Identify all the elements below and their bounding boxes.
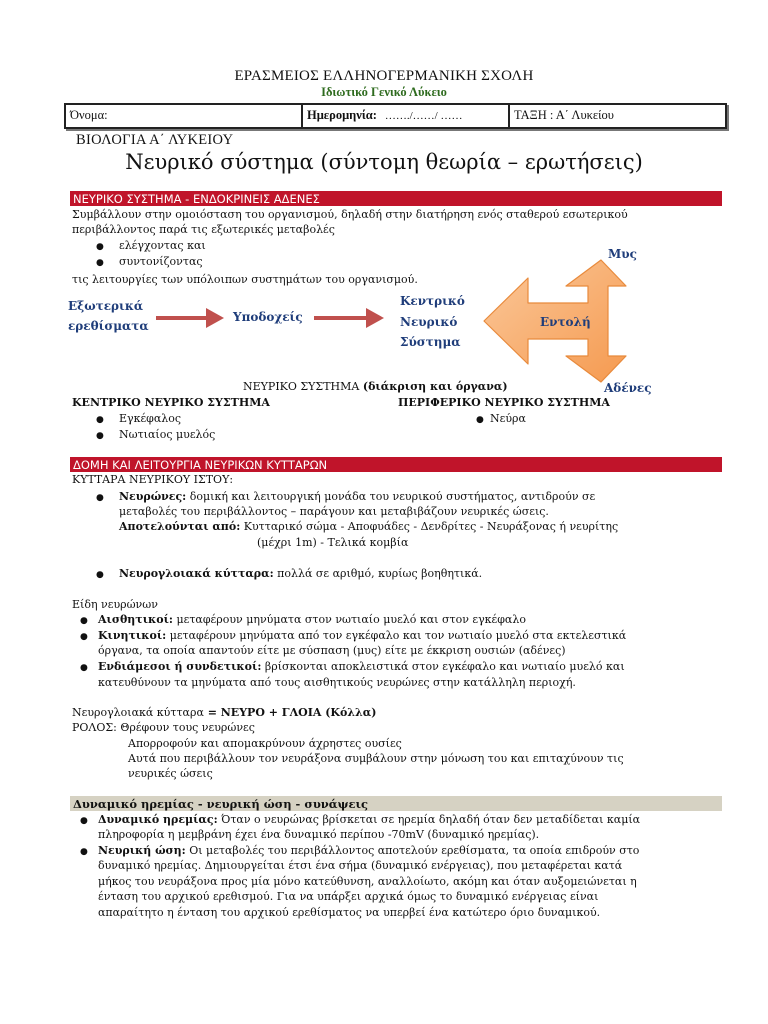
diagram-label-external-2: ερεθίσματα — [68, 319, 149, 333]
inter-line-1 — [98, 659, 625, 674]
intro-line-3: τις λειτουργίες των υπόλοιπων συστημάτων του οργανισμού. — [72, 273, 418, 286]
impulse-line-1 — [98, 843, 639, 858]
diagram-label-cns-1: Κεντρικό — [400, 294, 465, 308]
cells-title: ΚΥΤΤΑΡΑ ΝΕΥΡΙΚΟΥ ΙΣΤΟΥ: — [72, 473, 234, 486]
arrow-head — [206, 308, 224, 328]
rest-line-1 — [98, 812, 640, 827]
consist-term: Αποτελούνται από: — [119, 520, 241, 533]
neurons-line-2: μεταβολές του περιβάλλοντος – παράγουν και μεταβιβάζουν νευρικές ώσεις. — [119, 505, 549, 518]
school-name: ΕΡΑΣΜΕΙΟΣ ΕΛΛΗΝΟΓΕΡΜΑΝΙΚΗ ΣΧΟΛΗ — [234, 68, 534, 84]
ns-division-heading-a: ΝΕΥΡΙΚΟ ΣΥΣΤΗΜΑ — [243, 380, 363, 393]
page-title: Νευρικό σύστημα (σύντομη θεωρία – ερωτήσεις) — [125, 150, 643, 174]
inter-line-2: κατευθύνουν τα μηνύματα από τους αισθητικούς νευρώνες στην κατάλληλη περιοχή. — [98, 676, 576, 689]
ns-division-heading — [243, 379, 508, 394]
diagram-label-cns-2: Νευρικό — [400, 315, 458, 329]
student-info-bar — [64, 103, 727, 129]
motor-line-2: όργανα, τα οποία απαντούν είτε με σύσπαση (μυς) είτε με έκκριση ουσιών (αδένες) — [98, 644, 566, 657]
neuron-types-title: Είδη νευρώνων — [72, 598, 158, 611]
bullet-icon: ● — [96, 242, 104, 252]
sensory-text: μεταφέρουν μηνύματα στον νωτιαίο μυελό και στον εγκέφαλο — [173, 613, 526, 626]
list-item: συντονίζοντας — [119, 255, 203, 268]
motor-text: μεταφέρουν μηνύματα από τον εγκέφαλο και τον νωτιαίο μυελό στα εκτελεστικά — [166, 629, 627, 642]
glia-def-text: = ΝΕΥΡΟ + ΓΛΟΙΑ (Κόλλα) — [203, 706, 377, 719]
bullet-icon: ● — [80, 616, 88, 626]
bullet-icon: ● — [96, 258, 104, 268]
section-heading-neural-cells: ΔΟΜΗ ΚΑΙ ΛΕΙΤΟΥΡΓΙΑ ΝΕΥΡΙΚΩΝ ΚΥΤΤΑΡΩΝ — [70, 457, 722, 472]
glia-line — [119, 566, 482, 581]
consist-line-2: (μέχρι 1m) - Τελικά κομβία — [257, 536, 409, 549]
rest-line-2: πληροφορία η μεμβράνη έχει ένα δυναμικό περίπου -70mV (δυναμικό ηρεμίας). — [98, 828, 540, 841]
school-subtitle: Ιδιωτικό Γενικό Λύκειο — [321, 85, 447, 99]
diagram-label-glands: Αδένες — [604, 381, 652, 395]
impulse-text: Οι μεταβολές του περιβάλλοντος αποτελούν ερεθίσματα, τα οποία επιδρούν στο — [185, 844, 640, 857]
inter-term: Ενδιάμεσοι ή συνδετικοί: — [98, 660, 262, 673]
bullet-icon: ● — [96, 570, 104, 580]
arrow-right-icon — [310, 296, 390, 336]
glia-definition — [72, 705, 376, 720]
neurons-text: δομική και λειτουργική μονάδα του νευρικού συστήματος, αντιδρούν σε — [186, 490, 596, 503]
bullet-icon: ● — [96, 493, 104, 503]
ns-division-heading-b: (διάκριση και όργανα) — [362, 380, 508, 393]
impulse-line-4: ένταση του αρχικού ερεθισμού. Για να υπάρξει αρχικά όμως το δυναμικό ενέργειας είναι — [98, 890, 599, 903]
role-text: Θρέφουν τους νευρώνες — [120, 721, 255, 734]
bullet-icon: ● — [80, 632, 88, 642]
diagram-label-cns-3: Σύστημα — [400, 335, 461, 349]
diagram-label-receptors: Υποδοχείς — [233, 310, 303, 324]
class-label: ΤΑΞΗ : Α΄ Λυκείου — [514, 108, 614, 122]
neurons-line-1 — [119, 489, 595, 504]
class-field — [510, 105, 725, 127]
bullet-icon: ● — [80, 663, 88, 673]
diagram-label-command: Εντολή — [540, 315, 591, 329]
inter-text: βρίσκονται αποκλειστικά στον εγκέφαλο και νωτιαίο μυελό και — [261, 660, 625, 673]
role-label: ΡΟΛΟΣ: — [72, 721, 121, 734]
glia-text: πολλά σε αριθμό, κυρίως βοηθητικά. — [273, 567, 483, 580]
intro-line-2: περιβάλλοντος παρά τις εξωτερικές μεταβολές — [72, 223, 335, 236]
subject-heading: ΒΙΟΛΟΓΙΑ Α΄ ΛΥΚΕΙΟΥ — [76, 132, 234, 148]
intro-line-1: Συμβάλλουν στην ομοιόσταση του οργανισμού, δηλαδή στην διατήρηση ενός σταθερού εσωτερικού — [72, 208, 628, 221]
bullet-icon: ● — [80, 847, 88, 857]
diagram-label-external-1: Εξωτερικά — [68, 299, 144, 313]
motor-line-1 — [98, 628, 626, 643]
section-heading-nervous-endocrine: ΝΕΥΡΙΚΟ ΣΥΣΤΗΜΑ - ΕΝΔΟΚΡΙΝΕΙΣ ΑΔΕΝΕΣ — [70, 191, 722, 206]
name-field[interactable] — [66, 105, 303, 127]
glia-def-term: Νευρογλοιακά κύτταρα — [72, 706, 204, 719]
bullet-icon: ● — [80, 816, 88, 826]
date-field[interactable] — [303, 105, 510, 127]
sensory-line — [98, 612, 526, 627]
rest-term: Δυναμικό ηρεμίας: — [98, 813, 218, 826]
role-line-1 — [72, 720, 255, 735]
role-line-3: Αυτά που περιβάλλουν τον νευράξονα συμβάλουν στην μόνωση του και επιταχύνουν τις — [128, 752, 624, 765]
list-item: Νεύρα — [490, 412, 526, 425]
section-heading-potential: Δυναμικό ηρεμίας - νευρική ώση - συνάψεις — [70, 796, 722, 811]
arrow-right-icon — [150, 296, 230, 336]
list-item: Εγκέφαλος — [119, 412, 182, 425]
bullet-icon: ● — [96, 415, 104, 425]
impulse-line-3: μήκος του νευράξονα προς μία μόνο κατεύθυνση, αναλλοίωτο, ακόμη και όταν αυξομειώνεται η — [98, 875, 637, 888]
date-value: ……./……/ …… — [384, 110, 463, 122]
arrow-head — [366, 308, 384, 328]
rest-text: Όταν ο νευρώνας βρίσκεται σε ηρεμία δηλαδή όταν δεν μεταδίδεται καμία — [217, 813, 641, 826]
list-item: ελέγχοντας και — [119, 239, 206, 252]
impulse-term: Νευρική ώση: — [98, 844, 186, 857]
bullet-icon: ● — [476, 415, 484, 425]
sensory-term: Αισθητικοί: — [98, 613, 173, 626]
peripheral-ns-heading: ΠΕΡΙΦΕΡΙΚΟ ΝΕΥΡΙΚΟ ΣΥΣΤΗΜΑ — [398, 396, 610, 409]
consist-text: Κυτταρικό σώμα - Αποφυάδες - Δενδρίτες - Νευράξονας ή νευρίτης — [240, 520, 619, 533]
bullet-icon: ● — [96, 431, 104, 441]
neurons-term: Νευρώνες: — [119, 490, 187, 503]
impulse-line-2: δυναμικό ηρεμίας. Δημιουργείται έτσι ένα σήμα (δυναμικό ενέργειας), που μεταφέρεται κατά — [98, 859, 623, 872]
date-label: Ημερομηνία: — [307, 108, 377, 122]
central-ns-heading: ΚΕΝΤΡΙΚΟ ΝΕΥΡΙΚΟ ΣΥΣΤΗΜΑ — [72, 396, 270, 409]
role-line-2: Απορροφούν και απομακρύνουν άχρηστες ουσίες — [128, 737, 402, 750]
diagram-label-muscles: Μυς — [608, 247, 637, 261]
list-item: Νωτιαίος μυελός — [119, 428, 216, 441]
consist-line-1 — [119, 519, 618, 534]
role-line-4: νευρικές ώσεις — [128, 767, 213, 780]
name-label: Όνομα: — [70, 108, 108, 122]
impulse-line-5: απαραίτητο η ένταση του αρχικού ερεθίσματος να υπερβεί ένα κατώτερο όριο δυναμικού. — [98, 906, 601, 919]
glia-term: Νευρογλοιακά κύτταρα: — [119, 567, 274, 580]
motor-term: Κινητικοί: — [98, 629, 167, 642]
